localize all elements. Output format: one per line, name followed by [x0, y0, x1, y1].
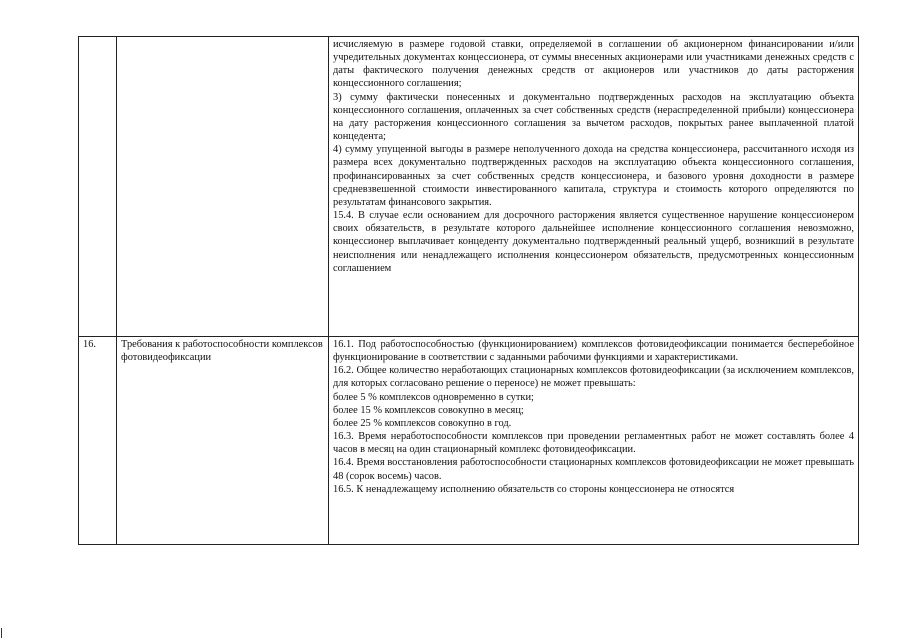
row-number-cell: 16.	[79, 337, 117, 545]
row-content-cell	[329, 337, 859, 545]
table-row	[79, 37, 859, 337]
scan-edge-mark	[1, 628, 2, 638]
contract-table	[78, 36, 859, 545]
row-content-cell	[329, 37, 859, 337]
table-row	[79, 337, 859, 545]
paragraph: 4) сумму упущенной выгоды в размере неполученного дохода на средства концессионера, рассчитанного исходя из размера всех документально подтвержденных расходов на эксплуатацию объекта концессионного соглашения, профинансированных за счет собственных средств концессионера, и базового уровня доходности в размере средневзвешенной стоимости инвестированного капитала, структура и стоимость которого определяются по результатам финансового закрытия.	[333, 144, 854, 208]
paragraph: 16.5. К ненадлежащему исполнению обязательств со стороны концессионера не относятся	[333, 483, 735, 495]
paragraph: более 5 % комплексов одновременно в сутки;	[333, 391, 534, 403]
paragraph: 16.2. Общее количество неработающих стационарных комплексов фотовидеофиксации (за исключением комплексов, для которых согласовано решение о переносе) не может превышать:	[333, 365, 854, 390]
row-number-cell	[79, 37, 117, 337]
paragraph: 16.4. Время восстановления работоспособности стационарных комплексов фотовидеофиксации не может превышать 48 (сорок восемь) часов.	[333, 457, 854, 482]
paragraph: 15.4. В случае если основанием для досрочного расторжения является существенное нарушение концессионером своих обязательств, в результате которого дальнейшее исполнение концессионного соглашения невозможно, концессионер выплачивает концеденту документально подтвержденный реальный ущерб, возникший в результате неисполнения или ненадлежащего исполнения концессионером обязательств, предусмотренных концессионным соглашением	[333, 210, 854, 274]
row-title-cell	[117, 37, 329, 337]
paragraph: 16.1. Под работоспособностью (функционированием) комплексов фотовидеофиксации понимается бесперебойное функционирование в соответствии с заданными рабочими функциями и характеристиками.	[333, 339, 854, 364]
paragraph: 3) сумму фактически понесенных и документально подтвержденных расходов на эксплуатацию объекта концессионного соглашения, оплаченных за счет собственных средств (нераспределенной прибыли) концессионера на дату расторжения концессионного соглашения за вычетом расходов, покрытых ранее выплаченной платой концедента;	[333, 91, 854, 143]
row-title-cell: Требования к работоспособности комплексов фотовидеофиксации	[117, 337, 329, 545]
paragraph: более 25 % комплексов совокупно в год.	[333, 417, 512, 429]
paragraph: 16.3. Время неработоспособности комплексов при проведении регламентных работ не может составлять более 4 часов в месяц на один стационарный комплекс фотовидеофиксации.	[333, 431, 854, 456]
paragraph: исчисляемую в размере годовой ставки, определяемой в соглашении об акционерном финансировании и/или учредительных документах концессионера, от суммы внесенных акционерами или участниками денежных средств с даты фактического получения денежных средств от акционеров или участников до даты расторжения концессионного соглашения;	[333, 39, 854, 90]
paragraph: более 15 % комплексов совокупно в месяц;	[333, 404, 524, 416]
